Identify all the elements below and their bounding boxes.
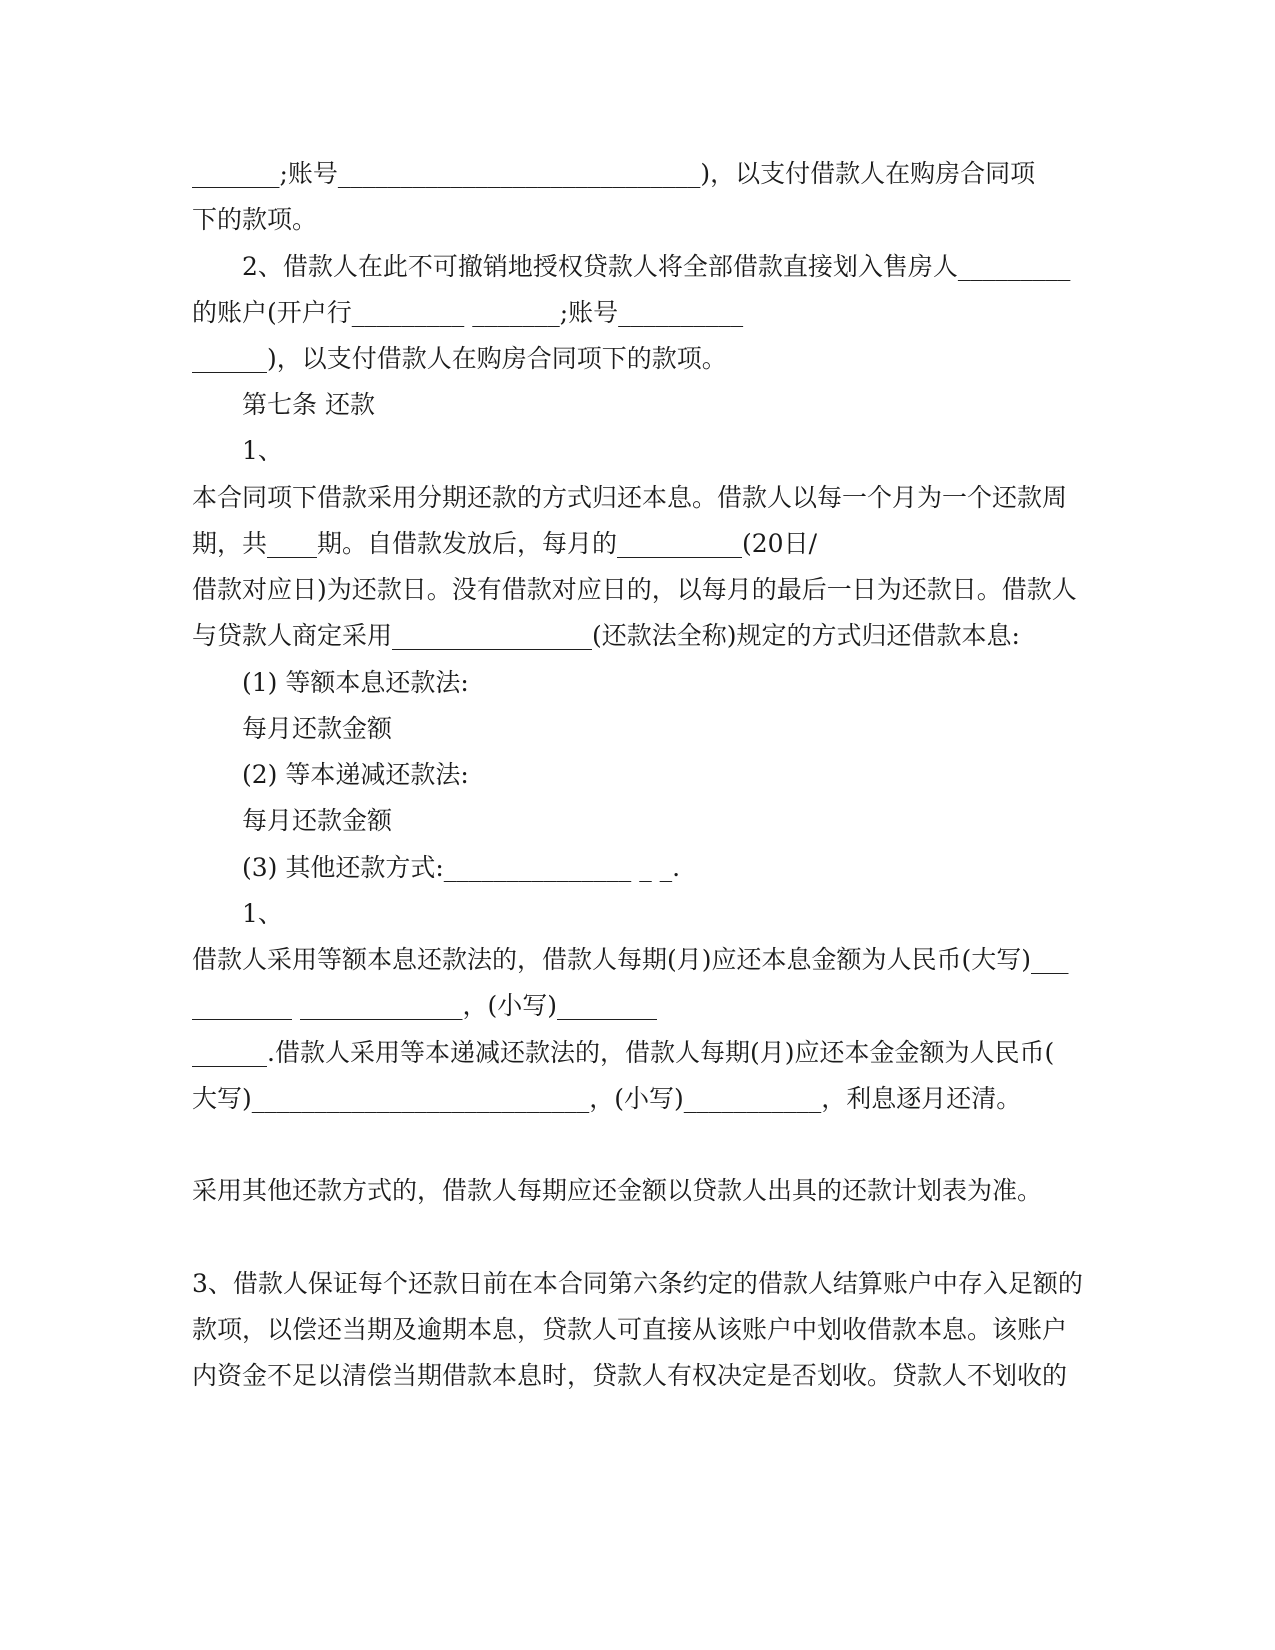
text-line: ________ _____________，(小写)________ xyxy=(192,991,657,1020)
text-line: 2、借款人在此不可撤销地授权贷款人将全部借款直接划入售房人_________ xyxy=(242,252,1071,281)
section-heading: 第七条 还款 xyxy=(242,390,375,419)
text-line: 的账户(开户行_________ _______;账号__________ xyxy=(192,298,744,327)
text-line: 采用其他还款方式的，借款人每期应还金额以贷款人出具的还款计划表为准。 xyxy=(192,1176,1043,1205)
text-line: 1、 xyxy=(242,899,283,928)
text-line: 本合同项下借款采用分期还款的方式归还本息。借款人以每一个月为一个还款周 xyxy=(192,483,1068,512)
text-line: 每月还款金额 xyxy=(242,806,393,835)
text-line: ______)，以支付借款人在购房合同项下的款项。 xyxy=(192,344,727,373)
text-line: 款项，以偿还当期及逾期本息，贷款人可直接从该账户中划收借款本息。该账户 xyxy=(192,1315,1068,1344)
text-line: 1、 xyxy=(242,436,283,465)
text-line: 内资金不足以清偿当期借款本息时，贷款人有权决定是否划收。贷款人不划收的 xyxy=(192,1361,1068,1390)
text-line: 每月还款金额 xyxy=(242,714,393,743)
text-line: 借款人采用等额本息还款法的，借款人每期(月)应还本息金额为人民币(大写)___ xyxy=(192,945,1069,974)
text-line: _______;账号_____________________________)，以支付借款人在购房合同项 xyxy=(192,159,1036,188)
text-line: 下的款项。 xyxy=(192,205,318,234)
text-line: 期，共____期。自借款发放后，每月的__________(20日/ xyxy=(192,529,817,558)
text-line: 大写)___________________________，(小写)___________，利息逐月还清。 xyxy=(192,1084,1022,1113)
text-line: 3、借款人保证每个还款日前在本合同第六条约定的借款人结算账户中存入足额的 xyxy=(192,1269,1083,1298)
text-line: (3) 其他还款方式:_______________ _ _. xyxy=(242,853,681,882)
text-line: 与贷款人商定采用________________(还款法全称)规定的方式归还借款本息: xyxy=(192,621,1020,650)
text-line: (2) 等本递减还款法: xyxy=(242,760,469,789)
text-line: (1) 等额本息还款法: xyxy=(242,668,469,697)
text-line: ______.借款人采用等本递减还款法的，借款人每期(月)应还本金金额为人民币( xyxy=(192,1038,1055,1067)
text-line: 借款对应日)为还款日。没有借款对应日的，以每月的最后一日为还款日。借款人 xyxy=(192,575,1077,604)
